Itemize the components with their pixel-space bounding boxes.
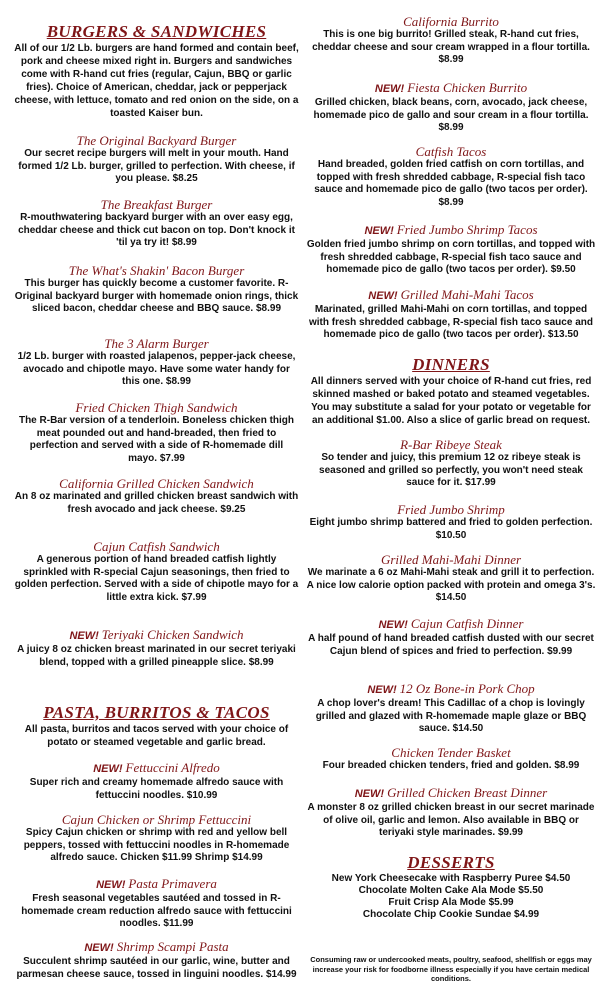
item-description: Hand breaded, golden fried catfish on corn tortillas, and topped with fresh shredded cabbage, R-special fish taco sauce and homemade pico de gallo (two tacos per order). $8.99 xyxy=(314,159,588,208)
dessert-item: Fruit Crisp Ala Mode $5.99 xyxy=(388,897,514,908)
new-badge: NEW! xyxy=(367,684,397,696)
menu-item xyxy=(305,437,597,490)
menu-item xyxy=(305,785,597,840)
pasta-intro: All pasta, burritos and tacos served with your choice of potato or steamed vegetable and garlic bread. xyxy=(24,724,289,748)
menu-item xyxy=(14,400,299,465)
disclaimer-block xyxy=(305,955,597,984)
menu-item xyxy=(14,627,299,669)
item-description: Succulent shrimp sautéed in our garlic, wine, butter and parmesan cheese sauce, tossed in linguini noodles. $14.99 xyxy=(16,956,297,980)
burgers-title: BURGERS & SANDWICHES xyxy=(46,22,267,41)
item-name: Shrimp Scampi Pasta xyxy=(116,939,229,954)
food-safety-disclaimer: Consuming raw or undercooked meats, poultry, seafood, shellfish or eggs may increase your risk for foodborne illness especially if you have certain medical conditions. xyxy=(310,955,592,983)
menu-item xyxy=(305,745,597,773)
item-name: Grilled Mahi-Mahi Tacos xyxy=(400,287,534,302)
item-name: Cajun Chicken or Shrimp Fettuccini xyxy=(61,812,252,827)
menu-item xyxy=(14,197,299,250)
dinners-title: DINNERS xyxy=(412,355,490,374)
menu-item xyxy=(14,876,299,931)
menu-item xyxy=(305,552,597,605)
menu-item xyxy=(14,133,299,186)
item-description: Four breaded chicken tenders, fried and golden. $8.99 xyxy=(322,760,580,771)
item-name: R-Bar Ribeye Steak xyxy=(400,437,502,452)
menu-item xyxy=(14,539,299,604)
menu-item xyxy=(14,812,299,865)
new-badge: NEW! xyxy=(96,879,126,891)
menu-item xyxy=(305,222,597,277)
item-name: 12 Oz Bone-in Pork Chop xyxy=(399,681,535,696)
item-description: A monster 8 oz grilled chicken breast in our secret marinade of olive oil, garlic and lemon. Also available in BBQ or teriyaki style marinades. $9.99 xyxy=(307,802,595,838)
item-description: Spicy Cajun chicken or shrimp with red and yellow bell peppers, tossed with fettuccini noodles in R-homemade alfredo sauce. Chicken $11.99 Shrimp $14.99 xyxy=(23,827,290,863)
item-description: We marinate a 6 oz Mahi-Mahi steak and grill it to perfection. A nice low calorie option packed with protein and omega 3's. $14.50 xyxy=(306,567,596,603)
item-description: R-mouthwatering backyard burger with an over easy egg, cheddar cheese and thick cut bacon on top. Don't knock it 'til ya try it! $8.99 xyxy=(18,212,295,248)
menu-item xyxy=(14,476,299,516)
item-description: Fresh seasonal vegetables sautéed and tossed in R-homemade cream reduction alfredo sauce with fettuccini noodles. $11.99 xyxy=(21,893,292,929)
menu-item xyxy=(305,287,597,342)
new-badge: NEW! xyxy=(69,630,99,642)
item-description: An 8 oz marinated and grilled chicken breast sandwich with fresh avocado and jack cheese. $9.25 xyxy=(14,491,299,515)
new-badge: NEW! xyxy=(84,942,114,954)
item-name: Grilled Mahi-Mahi Dinner xyxy=(380,552,522,567)
new-badge: NEW! xyxy=(364,225,394,237)
item-name: Pasta Primavera xyxy=(128,876,217,891)
dessert-item: New York Cheesecake with Raspberry Puree $4.50 xyxy=(331,873,571,884)
menu-item xyxy=(305,14,597,67)
item-description: This is one big burrito! Grilled steak, R-hand cut fries, cheddar cheese and sour cream wrapped in a flour tortilla. $8.99 xyxy=(312,29,590,65)
menu-item xyxy=(305,144,597,209)
desserts-title: DESSERTS xyxy=(407,853,495,872)
new-badge: NEW! xyxy=(374,83,405,95)
new-badge: NEW! xyxy=(368,290,398,302)
item-name: Fried Jumbo Shrimp xyxy=(397,502,505,517)
item-description: So tender and juicy, this premium 12 oz ribeye steak is seasoned and grilled so perfectly, you won't need steak sauce for it. $17.99 xyxy=(319,452,583,488)
menu-item xyxy=(14,336,299,389)
dinners-section xyxy=(305,355,597,427)
item-description: Grilled chicken, black beans, corn, avocado, jack cheese, homemade pico de gallo and sour cream in a flour tortilla. $8.99 xyxy=(313,97,589,133)
item-name: The 3 Alarm Burger xyxy=(104,336,209,351)
burgers-intro: All of our 1/2 Lb. burgers are hand formed and contain beef, pork and cheese mixed right in. Burgers and sandwiches come with R-hand cut fries (regular, Cajun, BBQ or garlic fries). Choice of American, cheddar, jack or pepperjack cheese, with lettuce, tomato and red onion on the side, on a toasted Kaiser bun. xyxy=(14,43,299,119)
menu-item xyxy=(305,616,597,658)
item-description: 1/2 Lb. burger with roasted jalapenos, pepper-jack cheese, avocado and chipotle mayo. Have some water handy for this one. $8.99 xyxy=(17,351,296,387)
item-name: Catfish Tacos xyxy=(415,144,487,159)
pasta-title: PASTA, BURRITOS & TACOS xyxy=(43,703,270,722)
new-badge: NEW! xyxy=(378,619,408,631)
new-badge: NEW! xyxy=(93,763,123,775)
item-description: Super rich and creamy homemade alfredo sauce with fettuccini noodles. $10.99 xyxy=(29,777,284,801)
item-description: A juicy 8 oz chicken breast marinated in our secret teriyaki blend, topped with a grilled pineapple slice. $8.99 xyxy=(17,644,296,668)
item-name: California Burrito xyxy=(403,14,499,29)
item-description: A half pound of hand breaded catfish dusted with our secret Cajun blend of spices and fried to perfection. $9.99 xyxy=(308,633,594,657)
dessert-item: Chocolate Molten Cake Ala Mode $5.50 xyxy=(358,885,544,896)
menu-item xyxy=(14,939,299,981)
menu-item xyxy=(305,502,597,542)
dinners-intro: All dinners served with your choice of R-hand cut fries, red skinned mashed or baked potato and steamed vegetables. You may substitute a salad for your potato or vegetable for an additional $1.00. Also a slice of garlic bread on request. xyxy=(310,376,592,426)
menu-item xyxy=(14,263,299,316)
item-name: California Grilled Chicken Sandwich xyxy=(59,476,254,491)
menu-item xyxy=(14,760,299,802)
item-description: The R-Bar version of a tenderloin. Boneless chicken thigh meat pounded out and hand-breaded, then fried to perfection and served with a side of R-homemade dill mayo. $7.99 xyxy=(18,415,295,464)
item-name: The What's Shakin' Bacon Burger xyxy=(68,263,245,278)
item-description: Golden fried jumbo shrimp on corn tortillas, and topped with fresh shredded cabbage, R-special fish taco sauce and homemade pico de gallo (two tacos per order). $9.50 xyxy=(306,239,596,275)
item-description: Marinated, grilled Mahi-Mahi on corn tortillas, and topped with fresh shredded cabbage, R-special fish taco sauce and homemade pico de gallo (two tacos per order). $13.50 xyxy=(309,304,593,340)
item-name: Teriyaki Chicken Sandwich xyxy=(101,627,244,642)
item-name: Cajun Catfish Dinner xyxy=(410,616,524,631)
item-name: Grilled Chicken Breast Dinner xyxy=(387,785,548,800)
item-description: Eight jumbo shrimp battered and fried to golden perfection. $10.50 xyxy=(309,517,593,541)
item-name: Cajun Catfish Sandwich xyxy=(93,539,220,554)
item-description: A chop lover's dream! This Cadillac of a chop is lovingly grilled and glazed with R-homemade maple glaze or BBQ sauce. $14.50 xyxy=(315,698,587,734)
item-description: This burger has quickly become a customer favorite. R-Original backyard burger with homemade onion rings, thick sliced bacon, cheddar cheese and BBQ sauce. $8.99 xyxy=(14,278,299,314)
pasta-section xyxy=(14,703,299,749)
item-name: Fried Chicken Thigh Sandwich xyxy=(75,400,238,415)
item-name: Fettuccini Alfredo xyxy=(125,760,220,775)
burgers-section xyxy=(14,22,299,120)
menu-item xyxy=(305,80,597,135)
new-badge: NEW! xyxy=(354,788,385,800)
menu-item xyxy=(305,681,597,736)
item-name: Fiesta Chicken Burrito xyxy=(407,80,528,95)
item-name: Chicken Tender Basket xyxy=(391,745,511,760)
item-description: A generous portion of hand breaded catfish lightly sprinkled with R-special Cajun seasonings, then fried to golden perfection. Served with a side of chipotle mayo for a little extra kick. $7.99 xyxy=(14,554,299,603)
dessert-item: Chocolate Chip Cookie Sundae $4.99 xyxy=(362,909,540,920)
item-name: The Breakfast Burger xyxy=(100,197,213,212)
item-name: The Original Backyard Burger xyxy=(76,133,237,148)
item-name: Fried Jumbo Shrimp Tacos xyxy=(396,222,538,237)
item-description: Our secret recipe burgers will melt in your mouth. Hand formed 1/2 Lb. burger, grilled to perfection. With cheese, if you please. $8.25 xyxy=(18,148,295,184)
desserts-section xyxy=(305,853,597,921)
